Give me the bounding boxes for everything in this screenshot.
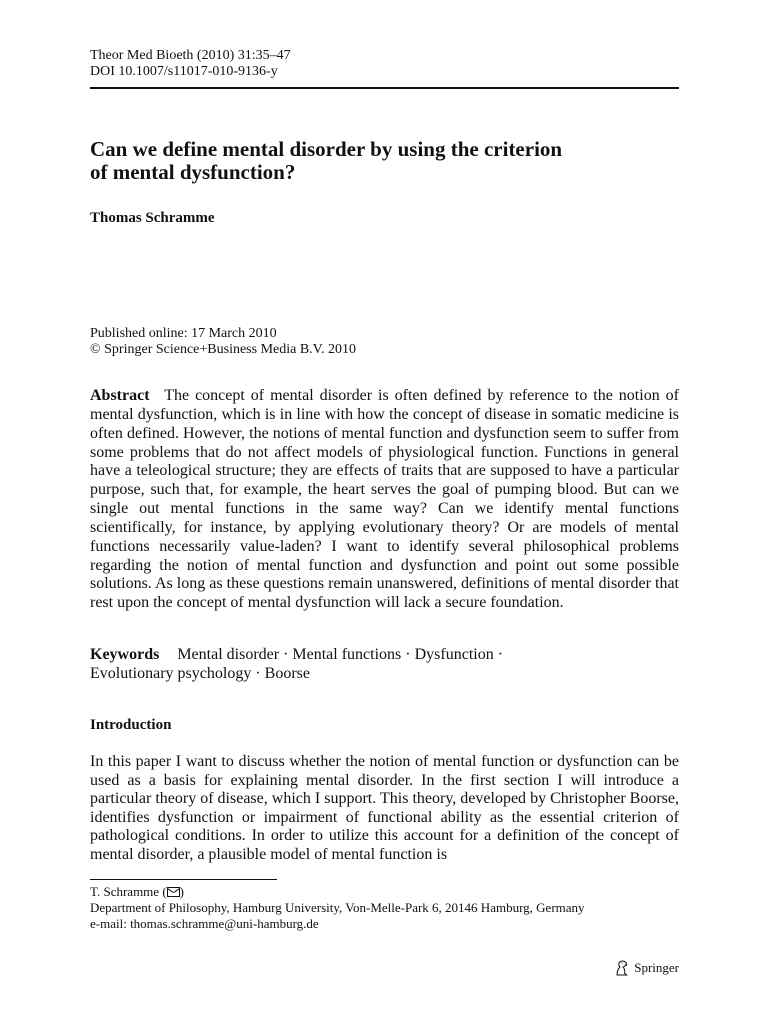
keyword-separator: · — [255, 665, 261, 682]
springer-horse-icon — [614, 959, 630, 977]
publisher-name: Springer — [634, 960, 679, 975]
keywords-line-1 — [90, 645, 590, 664]
introduction-paragraph: In this paper I want to discuss whether the notion of mental function or dysfunction can be used as a basis for explaining mental disorder. In the first section I will introduce a particular theory of disease, which I support. This theory, developed by Christopher Boorse, identifies dysfunction or impairment of functional ability as the essential criterion of pathological conditions. In order to utilize this account for a definition of the concept of mental disorder, a plausible model of mental function is — [90, 753, 679, 863]
keyword-item: Evolutionary psychology — [90, 665, 252, 682]
abstract — [90, 387, 679, 613]
keyword-separator: · — [405, 646, 411, 663]
doi-line: DOI 10.1007/s11017-010-9136-y — [90, 64, 278, 79]
abstract-label: Abstract — [90, 387, 150, 404]
publication-info — [90, 326, 680, 358]
introduction-heading: Introduction — [90, 717, 172, 733]
author-footnote — [90, 884, 690, 932]
keyword-separator: · — [497, 646, 504, 663]
journal-citation: Theor Med Bioeth (2010) 31:35–47 — [90, 48, 291, 63]
envelope-icon — [167, 887, 180, 897]
keywords-line-2 — [90, 664, 590, 683]
keywords — [90, 645, 590, 683]
footnote-email[interactable]: e-mail: thomas.schramme@uni-hamburg.de — [90, 916, 319, 931]
footnote-author-line — [90, 884, 690, 900]
article-title-line-1: Can we define mental disorder by using the criterion — [90, 137, 563, 161]
published-online-date: Published online: 17 March 2010 — [90, 326, 277, 341]
footnote-author-name: T. Schramme — [90, 884, 160, 899]
article-author: Thomas Schramme — [90, 210, 215, 226]
keyword-separator: · — [283, 646, 289, 663]
publisher-mark — [614, 959, 679, 977]
keyword-item: Mental disorder — [177, 646, 280, 663]
footnote-affiliation: Department of Philosophy, Hamburg University, Von-Melle-Park 6, 20146 Hamburg, Germany — [90, 900, 585, 915]
article-title — [90, 138, 680, 184]
footnote-rule — [90, 879, 277, 880]
journal-header — [90, 48, 680, 80]
footnote-paren-open: ( — [162, 884, 167, 899]
copyright-notice: © Springer Science+Business Media B.V. 2010 — [90, 342, 356, 357]
article-title-line-2: of mental dysfunction? — [90, 160, 296, 184]
header-rule — [90, 87, 679, 89]
keyword-item: Boorse — [264, 665, 310, 682]
footnote-paren-close: ) — [179, 884, 185, 899]
keyword-item: Mental functions — [292, 646, 402, 663]
abstract-text: The concept of mental disorder is often defined by reference to the notion of mental dysfunction, which is in line with how the concept of disease in somatic medicine is often defined. However, the notions of mental function and dysfunction seem to suffer from some problems that do not affect models of physiological function. Functions in general have a teleological structure; they are effects of traits that are supposed to have a particular purpose, such that, for example, the heart serves the goal of pumping blood. But can we single out mental functions in the same way? Can we identify mental functions scientifically, for instance, by applying evolutionary theory? Or are models of mental functions necessarily value-laden? I want to identify several philosophical problems regarding the notion of mental function and dysfunction and point out some possible solutions. As long as these questions remain unanswered, definitions of mental disorder that rest upon the concept of mental dysfunction will lack a secure foundation. — [90, 387, 679, 612]
keywords-label: Keywords — [90, 646, 160, 663]
keyword-item: Dysfunction — [414, 646, 494, 663]
